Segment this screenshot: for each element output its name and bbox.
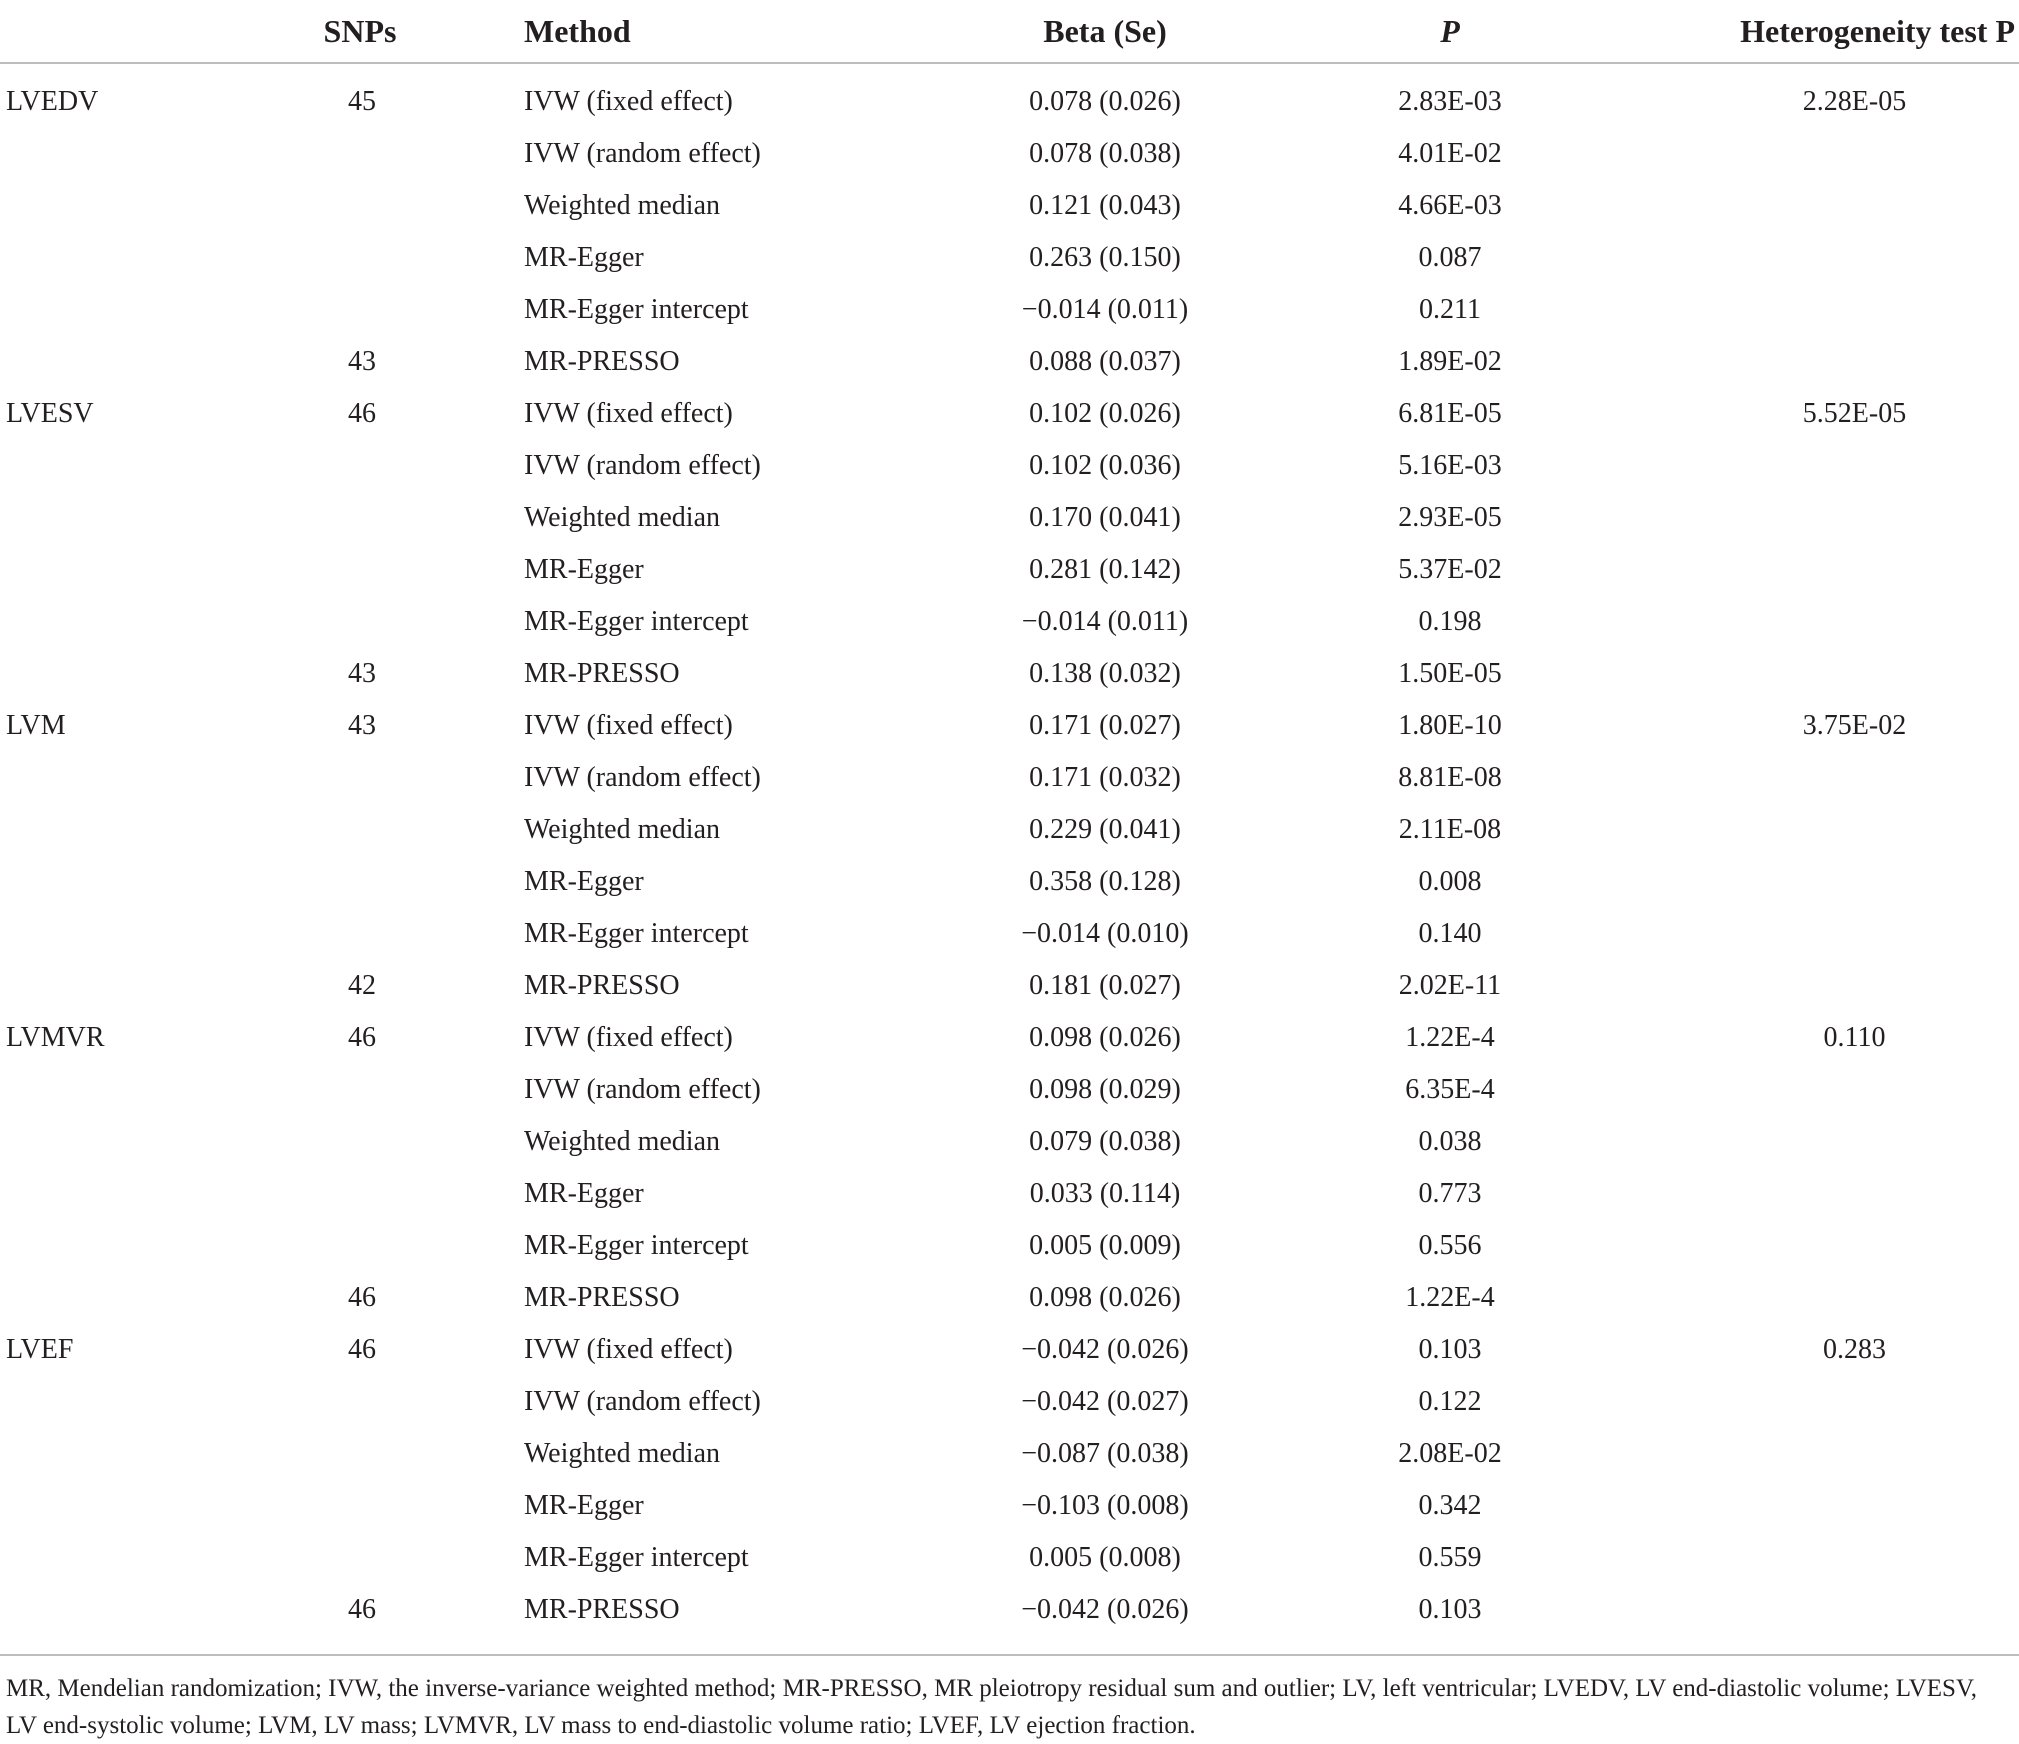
beta-se-cell: 0.033 (0.114) (1029, 1178, 1181, 1209)
heterogeneity-p-cell (1630, 648, 2019, 700)
p-value-cell: 4.01E-02 (1398, 138, 1502, 169)
method-cell: IVW (fixed effect) (524, 86, 733, 117)
trait-cell (0, 1116, 250, 1168)
heterogeneity-p-cell (1630, 1272, 2019, 1324)
trait-cell (0, 1532, 250, 1584)
snps-cell (250, 1220, 440, 1272)
snps-cell: 43 (348, 346, 376, 377)
table-row (0, 596, 2019, 648)
beta-se-cell: 0.281 (0.142) (1029, 554, 1181, 585)
trait-cell (0, 1376, 250, 1428)
beta-se-cell: −0.014 (0.010) (1021, 918, 1189, 949)
heterogeneity-p-cell (1630, 440, 2019, 492)
table-row (0, 1220, 2019, 1272)
snps-cell: 46 (348, 398, 376, 429)
method-cell: MR-Egger intercept (524, 918, 749, 949)
method-cell: MR-PRESSO (524, 970, 680, 1001)
snps-cell (250, 804, 440, 856)
p-value-cell: 6.35E-4 (1405, 1074, 1495, 1105)
beta-se-cell: 0.171 (0.032) (1029, 762, 1181, 793)
method-cell: MR-PRESSO (524, 1594, 680, 1625)
header-row (0, 0, 2019, 63)
snps-cell (250, 440, 440, 492)
p-value-cell: 1.80E-10 (1398, 710, 1502, 741)
table-header (0, 0, 2019, 76)
trait-cell (0, 1272, 250, 1324)
table-row (0, 492, 2019, 544)
heterogeneity-p-cell (1630, 336, 2019, 388)
snps-cell (250, 1064, 440, 1116)
p-value-cell: 0.198 (1418, 606, 1482, 637)
snps-cell (250, 596, 440, 648)
header-spacer (0, 63, 2019, 76)
snps-cell (250, 752, 440, 804)
method-cell: MR-PRESSO (524, 1282, 680, 1313)
method-cell: MR-Egger (524, 242, 644, 273)
heterogeneity-p-cell (1630, 180, 2019, 232)
heterogeneity-p-cell (1630, 284, 2019, 336)
trait-cell (0, 908, 250, 960)
beta-se-cell: 0.358 (0.128) (1029, 866, 1181, 897)
method-cell: Weighted median (524, 814, 721, 845)
snps-cell: 46 (348, 1594, 376, 1625)
table-row (0, 440, 2019, 492)
table-row (0, 1324, 2019, 1376)
snps-cell: 43 (348, 658, 376, 689)
beta-se-cell: 0.102 (0.036) (1029, 450, 1181, 481)
snps-cell (250, 284, 440, 336)
method-cell: MR-Egger intercept (524, 1230, 749, 1261)
table-row (0, 1376, 2019, 1428)
heterogeneity-p-cell (1630, 128, 2019, 180)
heterogeneity-p-cell (1630, 544, 2019, 596)
trait-cell: LVEDV (6, 86, 99, 117)
method-cell: MR-Egger (524, 554, 644, 585)
snps-cell (250, 1376, 440, 1428)
trait-cell (0, 960, 250, 1012)
trait-cell (0, 1428, 250, 1480)
beta-se-cell: 0.102 (0.026) (1029, 398, 1181, 429)
table-row (0, 804, 2019, 856)
trait-cell (0, 1584, 250, 1636)
p-value-cell: 6.81E-05 (1398, 398, 1502, 429)
trait-cell (0, 440, 250, 492)
snps-cell (250, 492, 440, 544)
header-snps: SNPs (250, 0, 440, 63)
table-row (0, 752, 2019, 804)
p-value-cell: 1.50E-05 (1398, 658, 1502, 689)
trait-cell (0, 648, 250, 700)
beta-se-cell: 0.138 (0.032) (1029, 658, 1181, 689)
method-cell: MR-PRESSO (524, 346, 680, 377)
heterogeneity-p-cell: 0.110 (1823, 1022, 1886, 1053)
method-cell: Weighted median (524, 190, 721, 221)
beta-se-cell: 0.079 (0.038) (1029, 1126, 1181, 1157)
p-value-cell: 2.02E-11 (1398, 970, 1502, 1001)
snps-cell (250, 908, 440, 960)
snps-cell (250, 1532, 440, 1584)
p-value-cell: 0.038 (1418, 1126, 1482, 1157)
table-row (0, 648, 2019, 700)
beta-se-cell: −0.042 (0.026) (1021, 1594, 1189, 1625)
trait-cell (0, 336, 250, 388)
trait-cell (0, 856, 250, 908)
p-value-cell: 0.556 (1418, 1230, 1482, 1261)
beta-se-cell: −0.042 (0.027) (1021, 1386, 1189, 1417)
p-value-cell: 0.008 (1418, 866, 1482, 897)
trait-cell (0, 752, 250, 804)
header-method: Method (440, 0, 940, 63)
table-row (0, 76, 2019, 128)
heterogeneity-p-cell: 5.52E-05 (1802, 398, 1907, 429)
heterogeneity-p-cell (1630, 752, 2019, 804)
p-value-cell: 2.93E-05 (1398, 502, 1502, 533)
heterogeneity-p-cell (1630, 1584, 2019, 1636)
header-beta: Beta (Se) (940, 0, 1270, 63)
heterogeneity-p-cell (1630, 960, 2019, 1012)
snps-cell (250, 1480, 440, 1532)
table-row (0, 544, 2019, 596)
heterogeneity-p-cell (1630, 1376, 2019, 1428)
trait-cell: LVM (6, 710, 66, 741)
table-row (0, 1532, 2019, 1584)
beta-se-cell: −0.042 (0.026) (1021, 1334, 1189, 1365)
p-value-cell: 2.11E-08 (1398, 814, 1502, 845)
method-cell: MR-Egger (524, 1490, 644, 1521)
snps-cell: 46 (348, 1334, 376, 1365)
method-cell: IVW (random effect) (524, 138, 761, 169)
snps-cell (250, 128, 440, 180)
beta-se-cell: 0.170 (0.041) (1029, 502, 1181, 533)
table-row (0, 336, 2019, 388)
method-cell: MR-PRESSO (524, 658, 680, 689)
table-bottom-rule (0, 1636, 2019, 1655)
heterogeneity-p-cell (1630, 804, 2019, 856)
trait-cell (0, 492, 250, 544)
trait-cell (0, 596, 250, 648)
header-trait (0, 0, 250, 63)
table-row (0, 1012, 2019, 1064)
snps-cell (250, 1168, 440, 1220)
table-row (0, 1272, 2019, 1324)
method-cell: Weighted median (524, 1438, 721, 1469)
beta-se-cell: 0.263 (0.150) (1029, 242, 1181, 273)
heterogeneity-p-cell (1630, 1220, 2019, 1272)
beta-se-cell: 0.078 (0.026) (1029, 86, 1181, 117)
table-row (0, 1116, 2019, 1168)
p-value-cell: 5.16E-03 (1398, 450, 1502, 481)
trait-cell (0, 180, 250, 232)
trait-cell (0, 804, 250, 856)
method-cell: MR-Egger intercept (524, 294, 749, 325)
trait-cell (0, 232, 250, 284)
snps-cell (250, 856, 440, 908)
beta-se-cell: −0.014 (0.011) (1021, 294, 1189, 325)
p-value-cell: 1.22E-4 (1405, 1022, 1495, 1053)
snps-cell (250, 232, 440, 284)
method-cell: Weighted median (524, 502, 721, 533)
p-value-cell: 0.559 (1418, 1542, 1482, 1573)
method-cell: IVW (random effect) (524, 1074, 761, 1105)
heterogeneity-p-cell (1630, 1168, 2019, 1220)
method-cell: IVW (random effect) (524, 762, 761, 793)
method-cell: Weighted median (524, 1126, 721, 1157)
method-cell: MR-Egger intercept (524, 606, 749, 637)
p-value-cell: 8.81E-08 (1398, 762, 1502, 793)
beta-se-cell: −0.014 (0.011) (1021, 606, 1189, 637)
trait-cell (0, 1064, 250, 1116)
trait-cell (0, 128, 250, 180)
beta-se-cell: −0.103 (0.008) (1021, 1490, 1189, 1521)
trait-cell: LVEF (6, 1334, 74, 1365)
table-row (0, 700, 2019, 752)
beta-se-cell: 0.098 (0.026) (1029, 1282, 1181, 1313)
p-value-cell: 0.103 (1418, 1594, 1482, 1625)
beta-se-cell: 0.121 (0.043) (1029, 190, 1181, 221)
beta-se-cell: 0.098 (0.029) (1029, 1074, 1181, 1105)
beta-se-cell: 0.181 (0.027) (1029, 970, 1181, 1001)
snps-cell: 46 (348, 1282, 376, 1313)
table-row (0, 180, 2019, 232)
table-row (0, 232, 2019, 284)
heterogeneity-p-cell (1630, 232, 2019, 284)
heterogeneity-p-cell (1630, 1116, 2019, 1168)
p-value-cell: 1.22E-4 (1405, 1282, 1495, 1313)
trait-cell: LVMVR (6, 1022, 105, 1053)
heterogeneity-p-cell: 0.283 (1823, 1334, 1886, 1365)
table-row (0, 284, 2019, 336)
method-cell: IVW (random effect) (524, 450, 761, 481)
trait-cell (0, 1480, 250, 1532)
heterogeneity-p-cell: 3.75E-02 (1802, 710, 1907, 741)
table-row (0, 908, 2019, 960)
table-body (0, 76, 2019, 1655)
heterogeneity-p-cell (1630, 492, 2019, 544)
snps-cell: 45 (348, 86, 376, 117)
method-cell: IVW (random effect) (524, 1386, 761, 1417)
p-value-cell: 0.342 (1418, 1490, 1482, 1521)
heterogeneity-p-cell (1630, 1428, 2019, 1480)
table-row (0, 128, 2019, 180)
heterogeneity-p-cell (1630, 1532, 2019, 1584)
table-row (0, 960, 2019, 1012)
snps-cell: 42 (348, 970, 376, 1001)
trait-cell: LVESV (6, 398, 94, 429)
p-value-cell: 0.103 (1418, 1334, 1482, 1365)
heterogeneity-p-cell (1630, 908, 2019, 960)
snps-cell (250, 544, 440, 596)
table-row (0, 1480, 2019, 1532)
beta-se-cell: 0.088 (0.037) (1029, 346, 1181, 377)
table-footnote: MR, Mendelian randomization; IVW, the inverse-variance weighted method; MR-PRESSO, MR pleiotropy residual sum and outlier; LV, left ventricular; LVEDV, LV end-diastolic volume; LVESV, LV end-systolic volume; LVM, LV mass; LVMVR, LV mass to end-diastolic volume ratio; LVEF, LV ejection fraction. (6, 1675, 1978, 1739)
snps-cell (250, 180, 440, 232)
p-value-cell: 5.37E-02 (1398, 554, 1502, 585)
table-row (0, 856, 2019, 908)
beta-se-cell: −0.087 (0.038) (1021, 1438, 1189, 1469)
table-row (0, 1584, 2019, 1636)
beta-se-cell: 0.229 (0.041) (1029, 814, 1181, 845)
beta-se-cell: 0.005 (0.008) (1029, 1542, 1181, 1573)
beta-se-cell: 0.078 (0.038) (1029, 138, 1181, 169)
beta-se-cell: 0.005 (0.009) (1029, 1230, 1181, 1261)
method-cell: IVW (fixed effect) (524, 398, 733, 429)
method-cell: IVW (fixed effect) (524, 710, 733, 741)
beta-se-cell: 0.171 (0.027) (1029, 710, 1181, 741)
p-value-cell: 2.08E-02 (1398, 1438, 1502, 1469)
p-value-cell: 0.211 (1419, 294, 1481, 325)
heterogeneity-p-cell (1630, 856, 2019, 908)
heterogeneity-p-cell (1630, 1064, 2019, 1116)
snps-cell (250, 1116, 440, 1168)
method-cell: MR-Egger intercept (524, 1542, 749, 1573)
trait-cell (0, 544, 250, 596)
heterogeneity-p-cell (1630, 596, 2019, 648)
p-value-cell: 0.122 (1418, 1386, 1482, 1417)
trait-cell (0, 284, 250, 336)
table-row (0, 1168, 2019, 1220)
method-cell: IVW (fixed effect) (524, 1334, 733, 1365)
header-heterogeneity: Heterogeneity test P (1630, 0, 2019, 63)
trait-cell (0, 1168, 250, 1220)
method-cell: MR-Egger (524, 866, 644, 897)
heterogeneity-p-cell: 2.28E-05 (1802, 86, 1907, 117)
snps-cell: 46 (348, 1022, 376, 1053)
table-row (0, 1428, 2019, 1480)
trait-cell (0, 1220, 250, 1272)
p-value-cell: 0.087 (1418, 242, 1482, 273)
table-row (0, 388, 2019, 440)
p-value-cell: 0.773 (1418, 1178, 1482, 1209)
method-cell: IVW (fixed effect) (524, 1022, 733, 1053)
snps-cell: 43 (348, 710, 376, 741)
table-row (0, 1064, 2019, 1116)
p-value-cell: 2.83E-03 (1398, 86, 1502, 117)
snps-cell (250, 1428, 440, 1480)
heterogeneity-p-cell (1630, 1480, 2019, 1532)
header-p: P (1270, 0, 1630, 63)
p-value-cell: 1.89E-02 (1398, 346, 1502, 377)
beta-se-cell: 0.098 (0.026) (1029, 1022, 1181, 1053)
method-cell: MR-Egger (524, 1178, 644, 1209)
p-value-cell: 0.140 (1418, 918, 1482, 949)
p-value-cell: 4.66E-03 (1398, 190, 1502, 221)
